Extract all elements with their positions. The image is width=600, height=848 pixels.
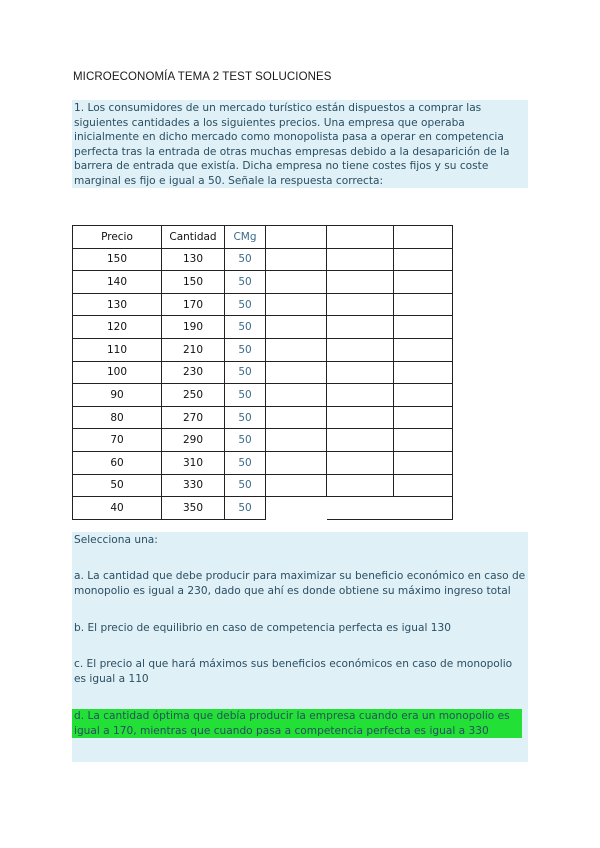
header-empty-cell [327, 226, 394, 249]
empty-cell [394, 361, 453, 384]
empty-cell [327, 338, 394, 361]
quantity-cell: 150 [162, 271, 225, 294]
table-row [73, 429, 453, 452]
table-row [73, 293, 453, 316]
quantity-cell: 330 [162, 474, 225, 497]
price-cell: 90 [73, 384, 162, 407]
marginal-cost-cell: 50 [225, 361, 266, 384]
empty-cell [327, 384, 394, 407]
price-cell: 100 [73, 361, 162, 384]
marginal-cost-cell: 50 [225, 316, 266, 339]
table-row [73, 406, 453, 429]
price-cell: 120 [73, 316, 162, 339]
table-row [73, 497, 453, 520]
empty-cell [266, 474, 327, 497]
empty-cell [327, 361, 394, 384]
empty-cell [327, 316, 394, 339]
price-cell: 110 [73, 338, 162, 361]
empty-cell [327, 271, 394, 294]
table-row [73, 316, 453, 339]
empty-cell [266, 361, 327, 384]
header-price: Precio [73, 226, 162, 249]
marginal-cost-cell: 50 [225, 406, 266, 429]
marginal-cost-cell: 50 [225, 293, 266, 316]
document-title: MICROECONOMÍA TEMA 2 TEST SOLUCIONES [73, 71, 332, 83]
select-one-label: Selecciona una: [74, 534, 158, 546]
marginal-cost-cell: 50 [225, 474, 266, 497]
empty-cell [266, 451, 327, 474]
header-empty-cell [394, 226, 453, 249]
empty-cell [266, 271, 327, 294]
table-row [73, 384, 453, 407]
header-quantity: Cantidad [162, 226, 225, 249]
price-cell: 50 [73, 474, 162, 497]
empty-cell [394, 406, 453, 429]
empty-cell [327, 474, 394, 497]
marginal-cost-cell: 50 [225, 384, 266, 407]
price-cell: 130 [73, 293, 162, 316]
quantity-cell: 250 [162, 384, 225, 407]
empty-cell [327, 451, 394, 474]
quantity-cell: 190 [162, 316, 225, 339]
header-empty-cell [266, 226, 327, 249]
empty-cell [394, 316, 453, 339]
header-marginal-cost: CMg [225, 226, 266, 249]
answer-option-b[interactable]: b. El precio de equilibrio en caso de competencia perfecta es igual 130 [74, 622, 451, 634]
empty-cell [394, 497, 453, 520]
marginal-cost-cell: 50 [225, 497, 266, 520]
empty-cell [266, 248, 327, 271]
empty-cell [266, 406, 327, 429]
empty-cell [327, 293, 394, 316]
empty-cell [327, 429, 394, 452]
empty-cell [266, 429, 327, 452]
table-row [73, 451, 453, 474]
quantity-cell: 290 [162, 429, 225, 452]
table-header-row [73, 226, 453, 249]
quantity-cell: 210 [162, 338, 225, 361]
table-row [73, 474, 453, 497]
empty-cell [327, 248, 394, 271]
marginal-cost-cell: 50 [225, 429, 266, 452]
marginal-cost-cell: 50 [225, 451, 266, 474]
empty-cell [394, 248, 453, 271]
quantity-cell: 310 [162, 451, 225, 474]
price-cell: 70 [73, 429, 162, 452]
empty-cell [266, 384, 327, 407]
empty-cell [266, 293, 327, 316]
empty-cell [394, 293, 453, 316]
table-row [73, 361, 453, 384]
empty-cell [394, 451, 453, 474]
price-cell: 40 [73, 497, 162, 520]
table-row [73, 271, 453, 294]
price-cell: 60 [73, 451, 162, 474]
price-cell: 150 [73, 248, 162, 271]
quantity-cell: 350 [162, 497, 225, 520]
empty-cell [394, 429, 453, 452]
empty-cell [266, 316, 327, 339]
quantity-cell: 130 [162, 248, 225, 271]
quantity-cell: 270 [162, 406, 225, 429]
price-cell: 80 [73, 406, 162, 429]
table-row [73, 248, 453, 271]
price-cell: 140 [73, 271, 162, 294]
empty-cell [394, 338, 453, 361]
table-row [73, 338, 453, 361]
empty-cell [394, 474, 453, 497]
empty-cell [327, 497, 394, 520]
empty-cell [327, 406, 394, 429]
answer-option-d-correct[interactable]: d. La cantidad óptima que debía producir la empresa cuando era un monopolio es igual a 170, mientras que cuando pasa a competencia perfecta es igual a 330 [72, 709, 522, 738]
marginal-cost-cell: 50 [225, 248, 266, 271]
empty-cell [266, 497, 327, 520]
answer-option-a[interactable]: a. La cantidad que debe producir para maximizar su beneficio económico en caso de monopolio es igual a 230, dado que ahí es donde obtiene su máximo ingreso total [74, 570, 526, 597]
empty-cell [394, 384, 453, 407]
answer-option-c[interactable]: c. El precio al que hará máximos sus beneficios económicos en caso de monopolio es igual a 110 [74, 658, 513, 685]
question-text: 1. Los consumidores de un mercado turístico están dispuestos a comprar las siguientes cantidades a los siguientes precios. Una empresa que operaba inicialmente en dicho mercado como monopolista pasa a operar en competencia perfecta tras la entrada de otras muchas empresas debido a la desaparición de la barrera de entrada que existía. Dicha empresa no tiene costes fijos y su coste marginal es fijo e igual a 50. Señale la respuesta correcta: [74, 102, 510, 187]
price-quantity-table [72, 225, 453, 520]
empty-cell [266, 338, 327, 361]
empty-cell [394, 271, 453, 294]
marginal-cost-cell: 50 [225, 338, 266, 361]
quantity-cell: 230 [162, 361, 225, 384]
marginal-cost-cell: 50 [225, 271, 266, 294]
quantity-cell: 170 [162, 293, 225, 316]
